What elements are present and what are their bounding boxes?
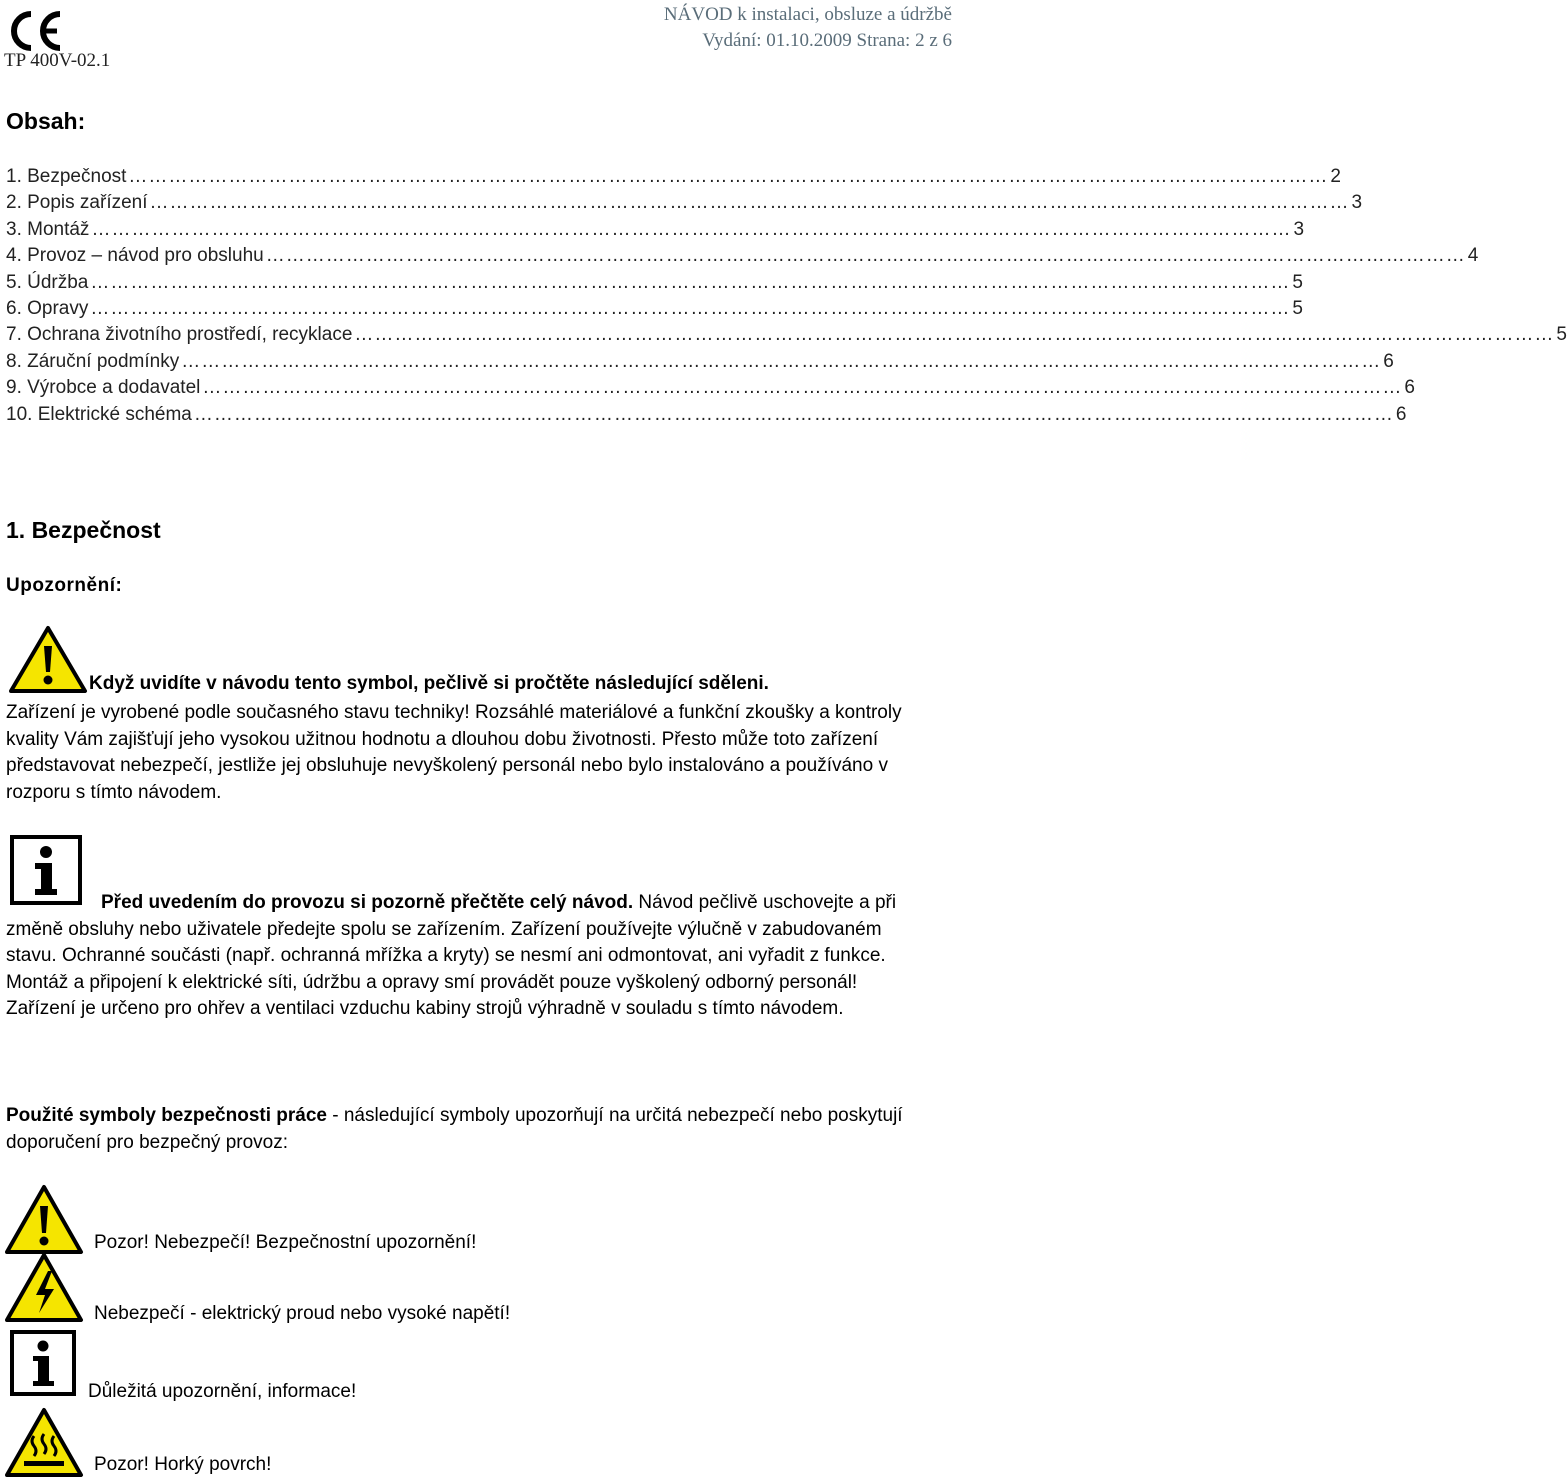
toc-leader-dots: ………………………………………………………………………………………………………………………………………………………………	[202, 377, 1403, 399]
symbol-label-info: Důležitá upozornění, informace!	[88, 1381, 357, 1402]
ce-mark-logo	[4, 6, 64, 56]
toc-item	[6, 402, 1407, 428]
toc-item-page: 5	[1292, 297, 1303, 319]
toc-item	[6, 349, 1394, 375]
toc-leader-dots: ………………………………………………………………………………………………………………………………………………………………	[90, 271, 1291, 293]
info-paragraph	[6, 890, 926, 1023]
toc-item-page: 3	[1351, 192, 1363, 214]
toc-leader-dots: ………………………………………………………………………………………………………………………………………………………………	[265, 245, 1466, 267]
toc-heading: Obsah:	[6, 108, 86, 134]
toc-leader-dots: ………………………………………………………………………………………………………………………………………………………………	[128, 166, 1329, 187]
symbols-intro	[6, 1103, 926, 1156]
symbols-text: - následující symboly upozorňují na určitá nebezpečí nebo poskytují doporučení pro bezpečný provoz:	[6, 1105, 903, 1153]
toc-item-label: 1. Bezpečnost	[6, 166, 127, 187]
hot-surface-icon	[4, 1406, 84, 1478]
toc-item	[6, 217, 1305, 243]
warning-paragraph: Zařízení je vyrobené podle současného stavu techniky! Rozsáhlé materiálové a funkční zkoušky a kontroly kvality Vám zajišťují jeho vysokou užitnou hodnotu a dlouhou dobu životnosti. Přesto může toto zařízení představovat nebezpečí, jestliže jej obsluhuje nevyškolený personál nebo bylo instalováno a používáno v rozporu s tímto návodem.	[6, 702, 902, 803]
warning-heading: Upozornění:	[6, 575, 123, 596]
toc-item-label: 2. Popis zařízení	[6, 192, 148, 214]
symbol-label-electric: Nebezpečí - elektrický proud nebo vysoké napětí!	[94, 1303, 511, 1324]
toc-leader-dots: ………………………………………………………………………………………………………………………………………………………………	[181, 350, 1382, 372]
toc-item-label: 4. Provoz – návod pro obsluhu	[6, 245, 264, 267]
toc-item-page: 6	[1383, 350, 1394, 372]
toc-leader-dots: ………………………………………………………………………………………………………………………………………………………………	[90, 297, 1291, 319]
info-text: Návod pečlivě uschovejte a při změně obsluhy nebo uživatele předejte spolu se zařízením. Zařízení používejte výlučně v zabudovaném stavu. Ochranné součásti (např. ochranná mřížka a kryty) se nesmí ani odmontovat, ani vyřadit z funkce. Montáž a připojení k elektrické síti, údržbu a opravy smí provádět pouze vyškolený odborný personál! Zařízení je určeno pro ohřev a ventilaci vzduchu kabiny strojů výhradně v souladu s tímto návodem.	[6, 892, 897, 1020]
toc-item-page: 5	[1292, 271, 1303, 293]
toc-leader-dots: ………………………………………………………………………………………………………………………………………………………………	[149, 192, 1350, 214]
toc-item-page: 5	[1556, 324, 1567, 346]
toc-item-label: 6. Opravy	[6, 297, 89, 319]
warning-lead: Když uvidíte v návodu tento symbol, pečlivě si pročtěte následující sděleni.	[89, 673, 769, 694]
toc-item-label: 10. Elektrické schéma	[6, 403, 192, 425]
toc-item-label: 3. Montáž	[6, 218, 90, 240]
toc-leader-dots: ………………………………………………………………………………………………………………………………………………………………	[193, 403, 1394, 425]
info-lead: Před uvedením do provozu si pozorně přečtěte celý návod.	[101, 892, 634, 913]
toc-leader-dots: ………………………………………………………………………………………………………………………………………………………………	[354, 324, 1555, 346]
toc-item	[6, 270, 1303, 296]
toc-item	[6, 164, 1341, 190]
toc-item	[6, 296, 1303, 322]
toc-item	[6, 243, 1479, 269]
warning-icon	[8, 624, 88, 694]
toc-item-label: 7. Ochrana životního prostředí, recyklace	[6, 324, 353, 346]
toc-item-label: 5. Údržba	[6, 271, 89, 293]
issue-and-page: Vydání: 01.10.2009 Strana: 2 z 6	[702, 30, 952, 51]
table-of-contents	[6, 164, 1567, 428]
toc-leader-dots: ………………………………………………………………………………………………………………………………………………………………	[91, 218, 1292, 240]
info-icon	[10, 1330, 76, 1396]
symbols-lead: Použité symboly bezpečnosti práce	[6, 1105, 327, 1126]
symbol-label-warning: Pozor! Nebezpečí! Bezpečnostní upozornění!	[94, 1232, 477, 1253]
toc-item-label: 8. Záruční podmínky	[6, 350, 180, 372]
toc-item-page: 6	[1395, 403, 1407, 425]
toc-item-label: 9. Výrobce a dodavatel	[6, 377, 201, 399]
section-title: 1. Bezpečnost	[6, 517, 161, 543]
toc-item	[6, 322, 1567, 348]
document-code: TP 400V-02.1	[4, 50, 111, 71]
warning-icon	[4, 1183, 84, 1255]
toc-item-page: 6	[1404, 377, 1415, 399]
electric-hazard-icon	[4, 1251, 84, 1323]
toc-item	[6, 190, 1363, 216]
symbol-label-hot-surface: Pozor! Horký povrch!	[94, 1454, 272, 1475]
toc-item-page: 4	[1467, 245, 1479, 267]
toc-item-page: 2	[1330, 166, 1341, 187]
toc-item	[6, 375, 1415, 401]
toc-item-page: 3	[1293, 218, 1305, 240]
document-title: NÁVOD k instalaci, obsluze a údržbě	[663, 4, 952, 25]
